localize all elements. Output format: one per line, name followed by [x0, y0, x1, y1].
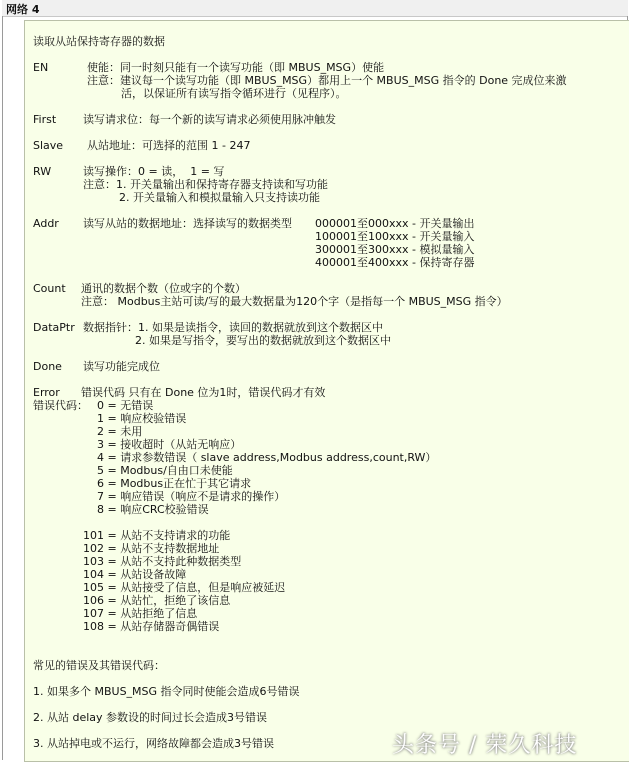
error-code-1xx: 103 = 从站不支持此种数据类型: [83, 555, 242, 568]
error-code-1xx: 101 = 从站不支持请求的功能: [83, 529, 231, 542]
count-line1: 通讯的数据个数（位或字的个数）: [81, 282, 246, 295]
en-label: EN: [33, 61, 49, 74]
common-error-item: 3. 从站掉电或不运行，网络故障都会造成3号错误: [33, 737, 274, 750]
count-label: Count: [33, 282, 66, 295]
en-line2: 注意：建议每一个读写功能（即 MBUS_MSG）都用上一个 MBUS_MSG 指令的 Done 完成位来激: [87, 74, 567, 87]
network-title: 网络 4: [6, 3, 40, 16]
rw-line1: 读写操作：0 = 读， 1 = 写: [83, 165, 225, 178]
en-line1: 使能：同一时刻只能有一个读写功能（即 MBUS_MSG）使能: [87, 61, 385, 74]
error-code: 8 = 响应CRC校验错误: [97, 503, 209, 516]
left-border: [2, 16, 3, 760]
comment-title: 读取从站保持寄存器的数据: [33, 35, 165, 48]
slave-label: Slave: [33, 139, 64, 152]
rw-label: RW: [33, 165, 52, 178]
error-code: 3 = 接收超时（从站无响应）: [97, 438, 242, 451]
addr-range: 000001至000xxx - 开关量输出: [315, 217, 475, 230]
error-code: 7 = 响应错误（响应不是请求的操作）: [97, 490, 286, 503]
dataptr-line1: 数据指针：1. 如果是读指令，读回的数据就放到这个数据区中: [83, 321, 383, 334]
error-code: 5 = Modbus/自由口未使能: [97, 464, 233, 477]
error-label: Error: [33, 386, 60, 399]
first-label: First: [33, 113, 57, 126]
error-codes-label: 错误代码：: [33, 399, 88, 412]
error-code-1xx: 102 = 从站不支持数据地址: [83, 542, 220, 555]
error-code-1xx: 106 = 从站忙，拒绝了该信息: [83, 594, 231, 607]
done-label: Done: [33, 360, 62, 373]
addr-label: Addr: [33, 217, 59, 230]
error-code: 2 = 未用: [97, 425, 143, 438]
error-code: 4 = 请求参数错误（ slave address,Modbus address,count,RW）: [97, 451, 437, 464]
error-code-1xx: 108 = 从站存储器奇偶错误: [83, 620, 220, 633]
dataptr-label: DataPtr: [33, 321, 75, 334]
network-comment[interactable]: [24, 20, 629, 762]
common-error-item: 1. 如果多个 MBUS_MSG 指令同时使能会造成6号错误: [33, 685, 300, 698]
addr-range: 400001至400xxx - 保持寄存器: [315, 256, 475, 269]
done-text: 读写功能完成位: [83, 360, 160, 373]
watermark: 头条号 / 荣久科技: [392, 733, 578, 758]
error-code-1xx: 104 = 从站设备故障: [83, 568, 187, 581]
rw-line3: 2. 开关量输入和模拟量输入只支持读功能: [119, 191, 320, 204]
error-code-1xx: 105 = 从站接受了信息，但是响应被延迟: [83, 581, 286, 594]
common-error-item: 2. 从站 delay 参数设的时间过长会造成3号错误: [33, 711, 268, 724]
error-code: 0 = 无错误: [97, 399, 154, 412]
slave-text: 从站地址：可选择的范围 1 - 247: [87, 139, 251, 152]
rw-line2: 注意：1. 开关量输出和保持寄存器支持读和写功能: [83, 178, 328, 191]
en-line3: 活，以保证所有读写指令循环进行（见程序）。: [121, 87, 347, 100]
network-header[interactable]: [2, 0, 628, 17]
error-text: 错误代码 只有在 Done 位为1时，错误代码才有效: [81, 386, 326, 399]
error-code: 1 = 响应校验错误: [97, 412, 187, 425]
addr-range: 100001至100xxx - 开关量输入: [315, 230, 475, 243]
addr-text: 读写从站的数据地址：选择读写的数据类型: [83, 217, 292, 230]
count-line2: 注意： Modbus主站可读/写的最大数据量为120个字（是指每一个 MBUS_MSG 指令）: [81, 295, 508, 308]
error-code: 6 = Modbus正在忙于其它请求: [97, 477, 252, 490]
error-code-1xx: 107 = 从站拒绝了信息: [83, 607, 198, 620]
addr-range: 300001至300xxx - 模拟量输入: [315, 243, 475, 256]
common-errors-title: 常见的错误及其错误代码：: [33, 659, 165, 672]
dataptr-line2: 2. 如果是写指令，要写出的数据就放到这个数据区中: [135, 334, 391, 347]
first-text: 读写请求位：每一个新的读写请求必须使用脉冲触发: [83, 113, 336, 126]
